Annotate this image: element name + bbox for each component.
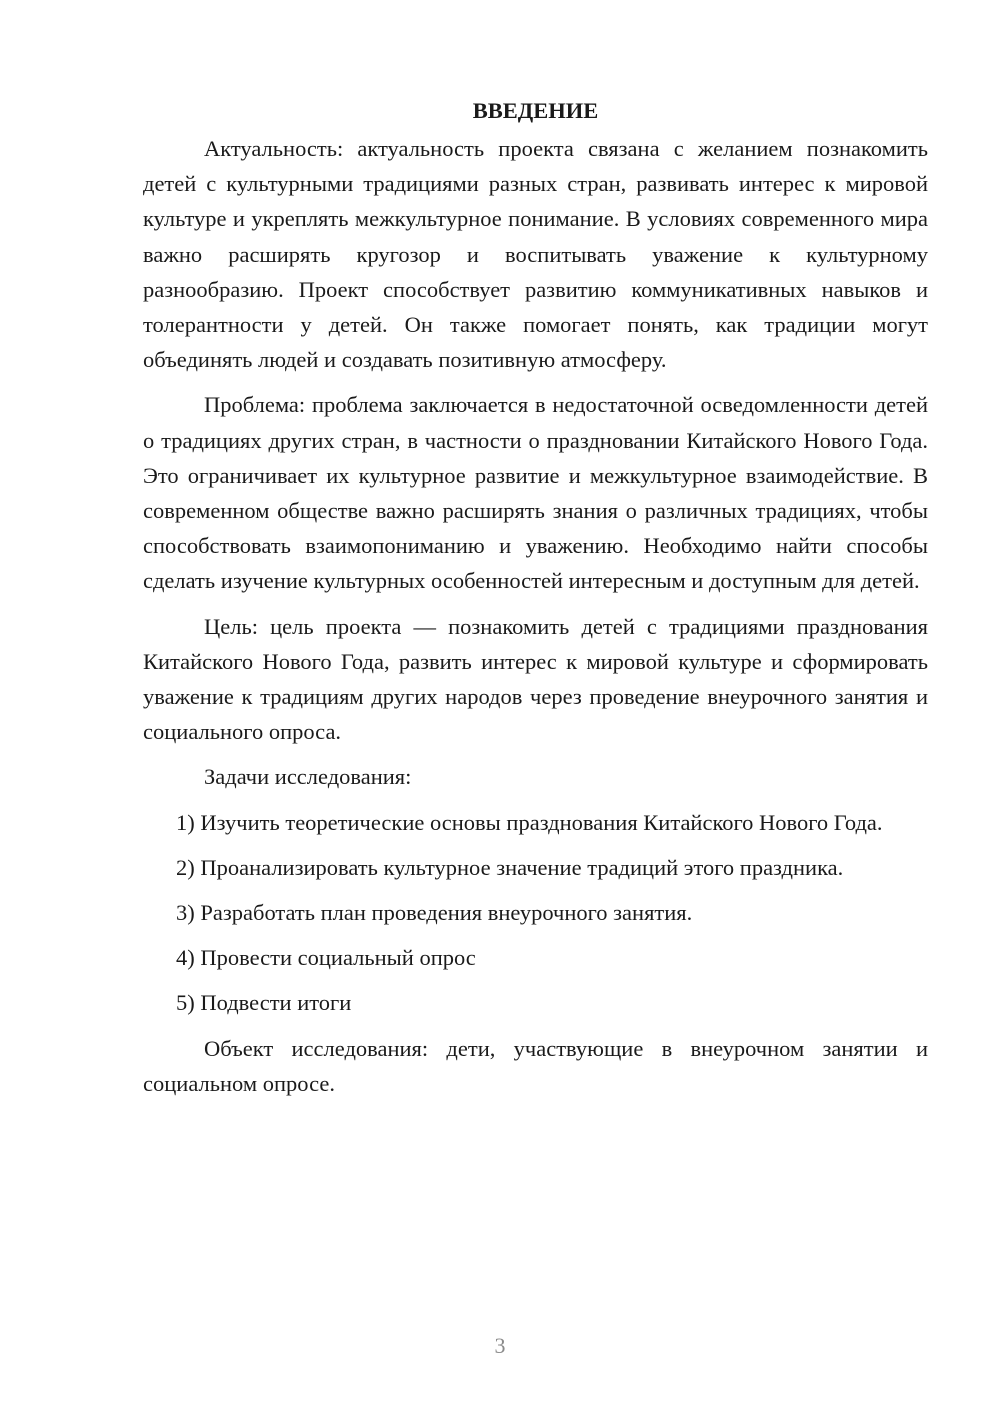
page-number: 3 [494,1333,506,1358]
page-title: ВВЕДЕНИЕ [472,98,599,123]
task-item: 1) Изучить теоретические основы празднования Китайского Нового Года. [176,809,883,835]
task-item: 2) Проанализировать культурное значение традиций этого праздника. [176,854,844,880]
document-page [143,93,928,1111]
paragraph-object: Объект исследования: дети, участвующие в внеурочном занятии и социальном опросе. [143,1035,928,1096]
tasks-heading: Задачи исследования: [204,764,412,790]
task-item: 4) Провести социальный опрос [176,945,476,971]
task-item: 3) Разработать план проведения внеурочного занятия. [176,900,693,926]
paragraph-relevance: Актуальность: актуальность проекта связана с желанием познакомить детей с культурными традициями разных стран, развивать интерес к мировой культуре и укреплять межкультурное понимание. В условиях современного мира важно расширять кругозор и воспитывать уважение к культурному разнообразию. Проект способствует развитию коммуникативных навыков и толерантности у детей. Он также помогает понять, как традиции могут объединять людей и создавать позитивную атмосферу. [143,136,928,373]
paragraph-problem: Проблема: проблема заключается в недостаточной осведомленности детей о традициях других стран, в частности о праздновании Китайского Нового Года. Это ограничивает их культурное развитие и межкультурное взаимодействие. В современном обществе важно расширять знания о различных традициях, чтобы способствовать взаимопониманию и уважению. Необходимо найти способы сделать изучение культурных особенностей интересным и доступным для детей. [143,392,928,594]
task-item: 5) Подвести итоги [176,990,352,1016]
paragraph-goal: Цель: цель проекта — познакомить детей с традициями празднования Китайского Нового Года, развить интерес к мировой культуре и сформировать уважение к традициям других народов через проведение внеурочного занятия и социального опроса. [143,613,928,745]
